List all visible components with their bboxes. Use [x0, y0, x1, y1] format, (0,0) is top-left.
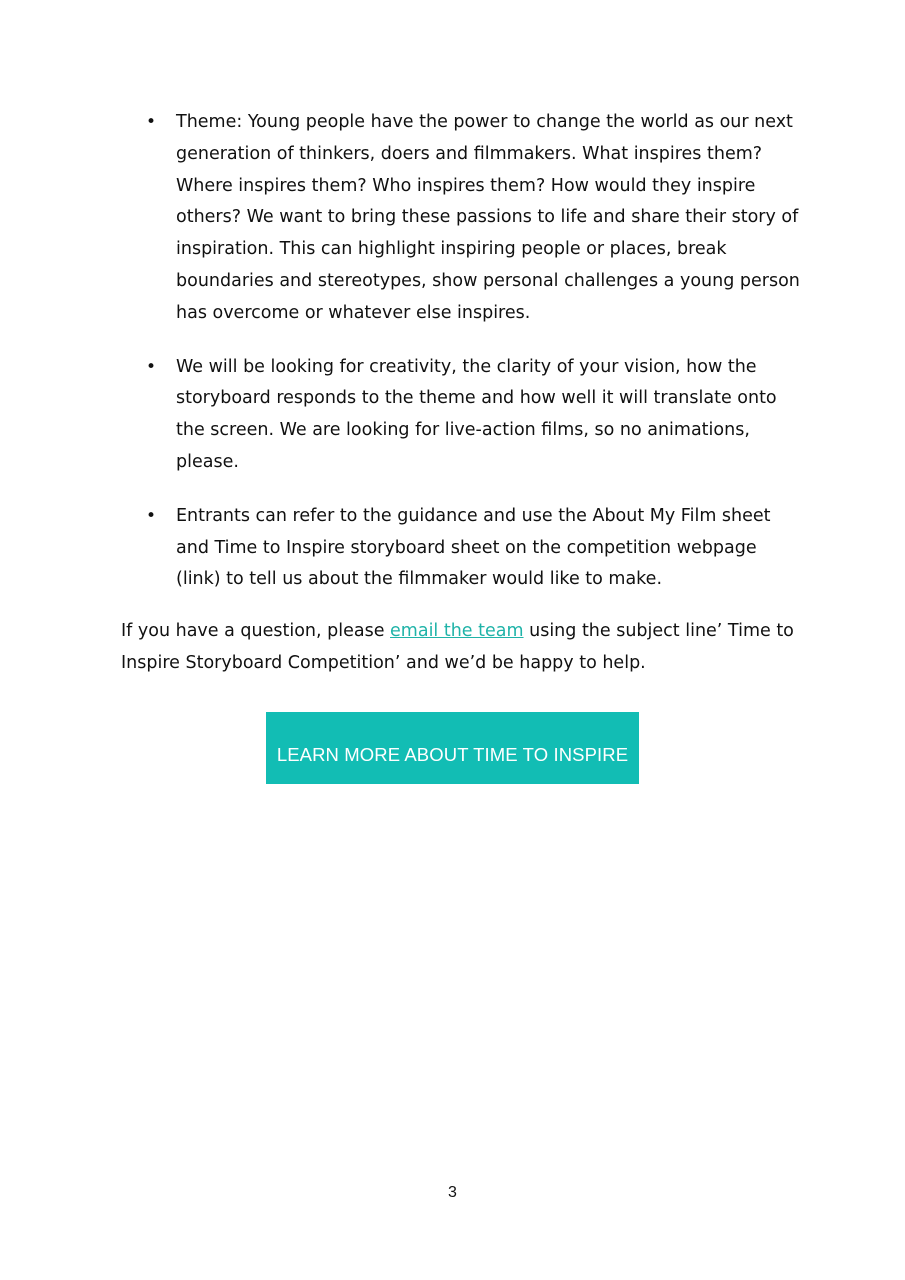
- bullet-icon: •: [146, 356, 157, 377]
- list-item: [140, 107, 800, 330]
- judging-bullet-text: We will be looking for creativity, the clarity of your vision, how the storyboard responds to the theme and how well it will translate onto the screen. We are looking for live-action films, so no animations, please.: [176, 356, 777, 472]
- guidance-bullet-text: Entrants can refer to the guidance and use the About My Film sheet and Time to Inspire storyboard sheet on the competition webpage (link) to tell us about the filmmaker would like to make.: [176, 505, 771, 590]
- learn-more-button[interactable]: LEARN MORE ABOUT TIME TO INSPIRE: [266, 712, 639, 784]
- bullet-icon: •: [146, 112, 157, 132]
- criteria-list: [140, 107, 800, 618]
- email-team-link[interactable]: email the team: [390, 621, 524, 641]
- page-number: 3: [448, 1184, 457, 1201]
- bullet-icon: •: [146, 505, 157, 526]
- question-text-after: using the subject line’ Time to Inspire Storyboard Competition’ and we’d be happy to help.: [121, 621, 794, 673]
- theme-bullet-text: Theme: Young people have the power to change the world as our next generation of thinkers, doers and filmmakers. What inspires them? Where inspires them? Who inspires them? How would they inspire others? We want to bring these passions to life and share their story of inspiration. This can highlight inspiring people or places, break boundaries and stereotypes, show personal challenges a young person has overcome or whatever else inspires.: [176, 112, 800, 323]
- question-text-before: If you have a question, please: [121, 621, 391, 641]
- list-item: [140, 352, 800, 479]
- list-item: [140, 501, 800, 596]
- question-paragraph: [121, 616, 801, 680]
